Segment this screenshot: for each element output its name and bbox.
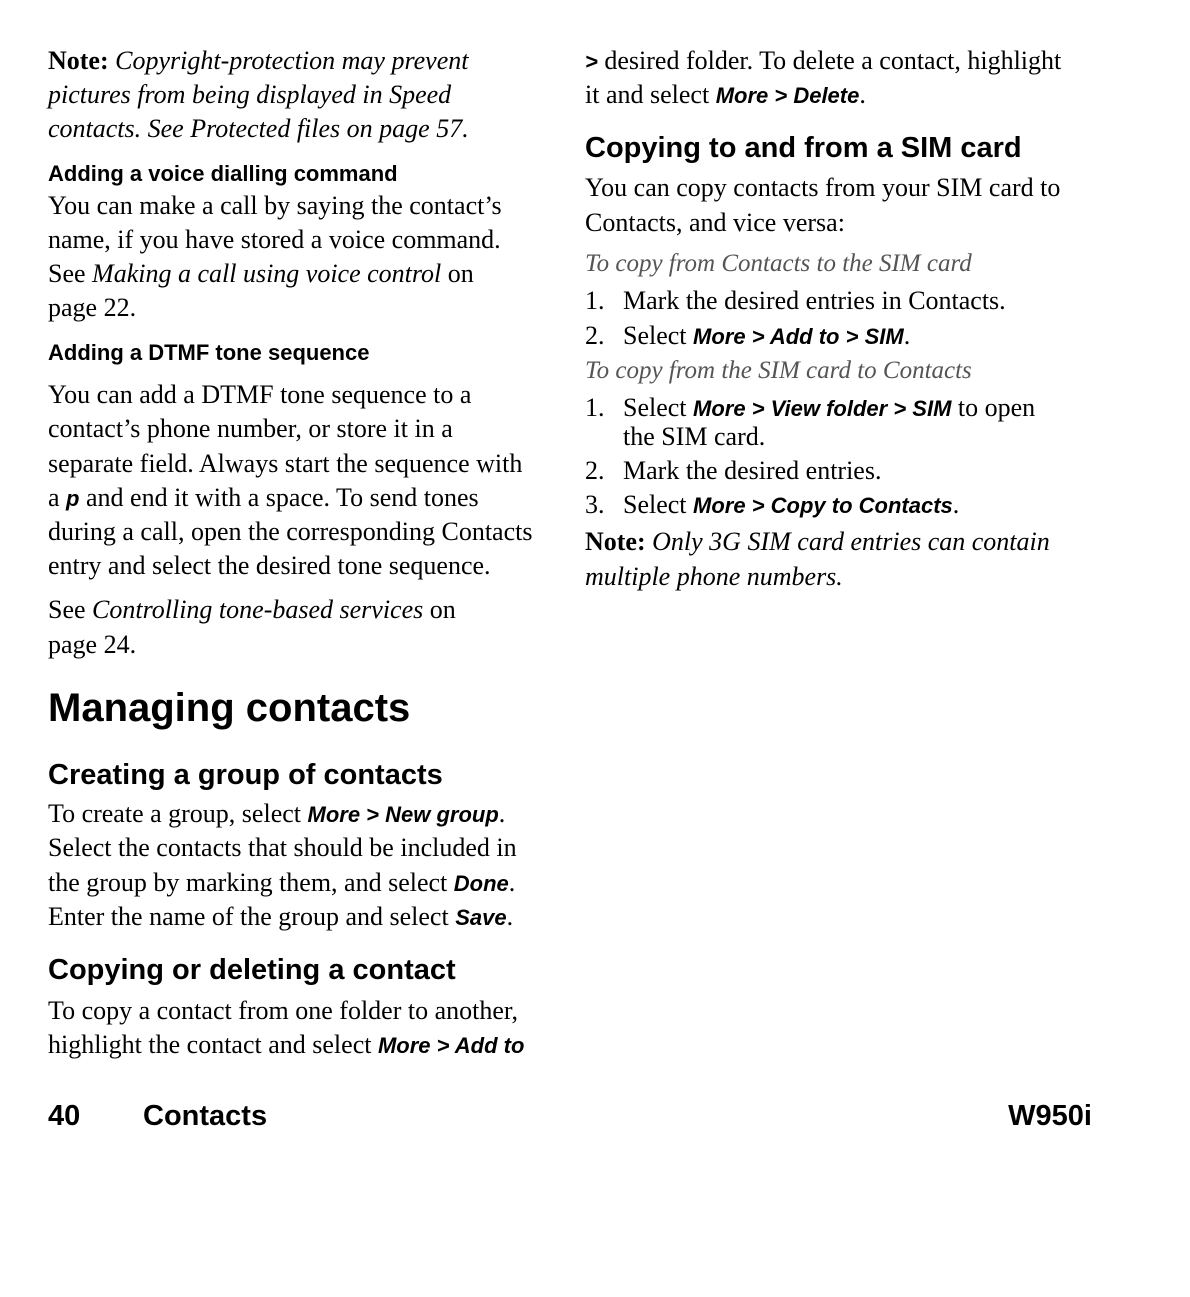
voice-text-line-1: You can make a call by saying the contact’s (48, 191, 502, 220)
to-sim-step-1: 1. Mark the desired entries in Contacts. (585, 286, 1006, 315)
heading-copying-deleting: Copying or deleting a contact (48, 954, 456, 986)
note-label: Note: (585, 527, 646, 556)
sim-text-line-2: Contacts, and vice versa: (585, 208, 845, 237)
menu-path-delete: More > Delete (715, 83, 860, 108)
from-sim-step-2: 2. Mark the desired entries. (585, 456, 882, 485)
heading-dtmf: Adding a DTMF tone sequence (48, 340, 370, 365)
dtmf-text-line-5: during a call, open the corresponding Contacts (48, 517, 533, 546)
voice-text-line-4: page 22. (48, 293, 137, 322)
copydel-text-line-2: highlight the contact and select More > Add to (48, 1030, 525, 1059)
menu-path-view-folder-sim: More > View folder > SIM (693, 396, 952, 421)
from-sim-step-1-continued: the SIM card. (623, 422, 766, 451)
note-copyright-line-1: Note: Copyright-protection may prevent (48, 46, 469, 75)
menu-path-copy-to-contacts: More > Copy to Contacts (693, 493, 953, 518)
dtmf-text-line-2: contact’s phone number, or store it in a (48, 414, 453, 443)
voice-text-line-3: See Making a call using voice control on (48, 259, 474, 288)
from-sim-step-3: 3. Select More > Copy to Contacts. (585, 490, 960, 519)
dtmf-p-key: p (66, 486, 80, 511)
voice-text-line-2: name, if you have stored a voice command. (48, 225, 501, 254)
dtmf-see-line-2: page 24. (48, 630, 137, 659)
note-label: Note: (48, 46, 109, 75)
group-text-line-3: the group by marking them, and select Done. (48, 868, 516, 897)
from-sim-step-1: 1. Select More > View folder > SIM to open (585, 393, 1036, 422)
menu-path-add-to-sim: More > Add to > SIM (693, 324, 904, 349)
menu-path-add-to: More > Add to (377, 1033, 525, 1058)
tone-services-reference: Controlling tone-based services (92, 595, 424, 624)
heading-sim-copy: Copying to and from a SIM card (585, 132, 1022, 164)
note-copyright-line-3: contacts. See Protected files on page 57. (48, 114, 469, 143)
voice-control-reference: Making a call using voice control (92, 259, 442, 288)
to-sim-step-2: 2. Select More > Add to > SIM. (585, 321, 911, 350)
menu-path-new-group: More > New group (307, 802, 499, 827)
page-number: 40 (48, 1100, 81, 1132)
note-copyright-line-2: pictures from being displayed in Speed (48, 80, 452, 109)
procedure-title-from-sim: To copy from the SIM card to Contacts (585, 357, 972, 384)
save-command: Save (455, 905, 507, 930)
heading-creating-group: Creating a group of contacts (48, 759, 443, 791)
sim-text-line-1: You can copy contacts from your SIM card to (585, 173, 1061, 202)
group-text-line-2: Select the contacts that should be included in (48, 833, 517, 862)
dtmf-text-line-3: separate field. Always start the sequence with (48, 449, 523, 478)
dtmf-see-line-1: See Controlling tone-based services on (48, 595, 456, 624)
group-text-line-4: Enter the name of the group and select Save. (48, 902, 514, 931)
done-command: Done (453, 871, 509, 896)
footer-model-name: W950i (1008, 1100, 1092, 1132)
note-3g-line-1: Note: Only 3G SIM card entries can contain (585, 527, 1050, 556)
heading-voice-dialling: Adding a voice dialling command (48, 161, 398, 186)
dtmf-text-line-1: You can add a DTMF tone sequence to a (48, 380, 472, 409)
copydel-text-line-1: To copy a contact from one folder to another, (48, 996, 519, 1025)
procedure-title-to-sim: To copy from Contacts to the SIM card (585, 250, 972, 277)
group-text-line-1: To create a group, select More > New group. (48, 799, 506, 828)
footer-section-title: Contacts (143, 1100, 268, 1132)
dtmf-text-line-4: a p and end it with a space. To send tones (48, 483, 479, 512)
note-3g-line-2: multiple phone numbers. (585, 562, 843, 591)
dtmf-text-line-6: entry and select the desired tone sequence. (48, 551, 491, 580)
heading-managing-contacts: Managing contacts (48, 686, 411, 730)
copydel-continued-line-1: > desired folder. To delete a contact, highlight (585, 46, 1062, 75)
copydel-continued-line-2: it and select More > Delete. (585, 80, 866, 109)
